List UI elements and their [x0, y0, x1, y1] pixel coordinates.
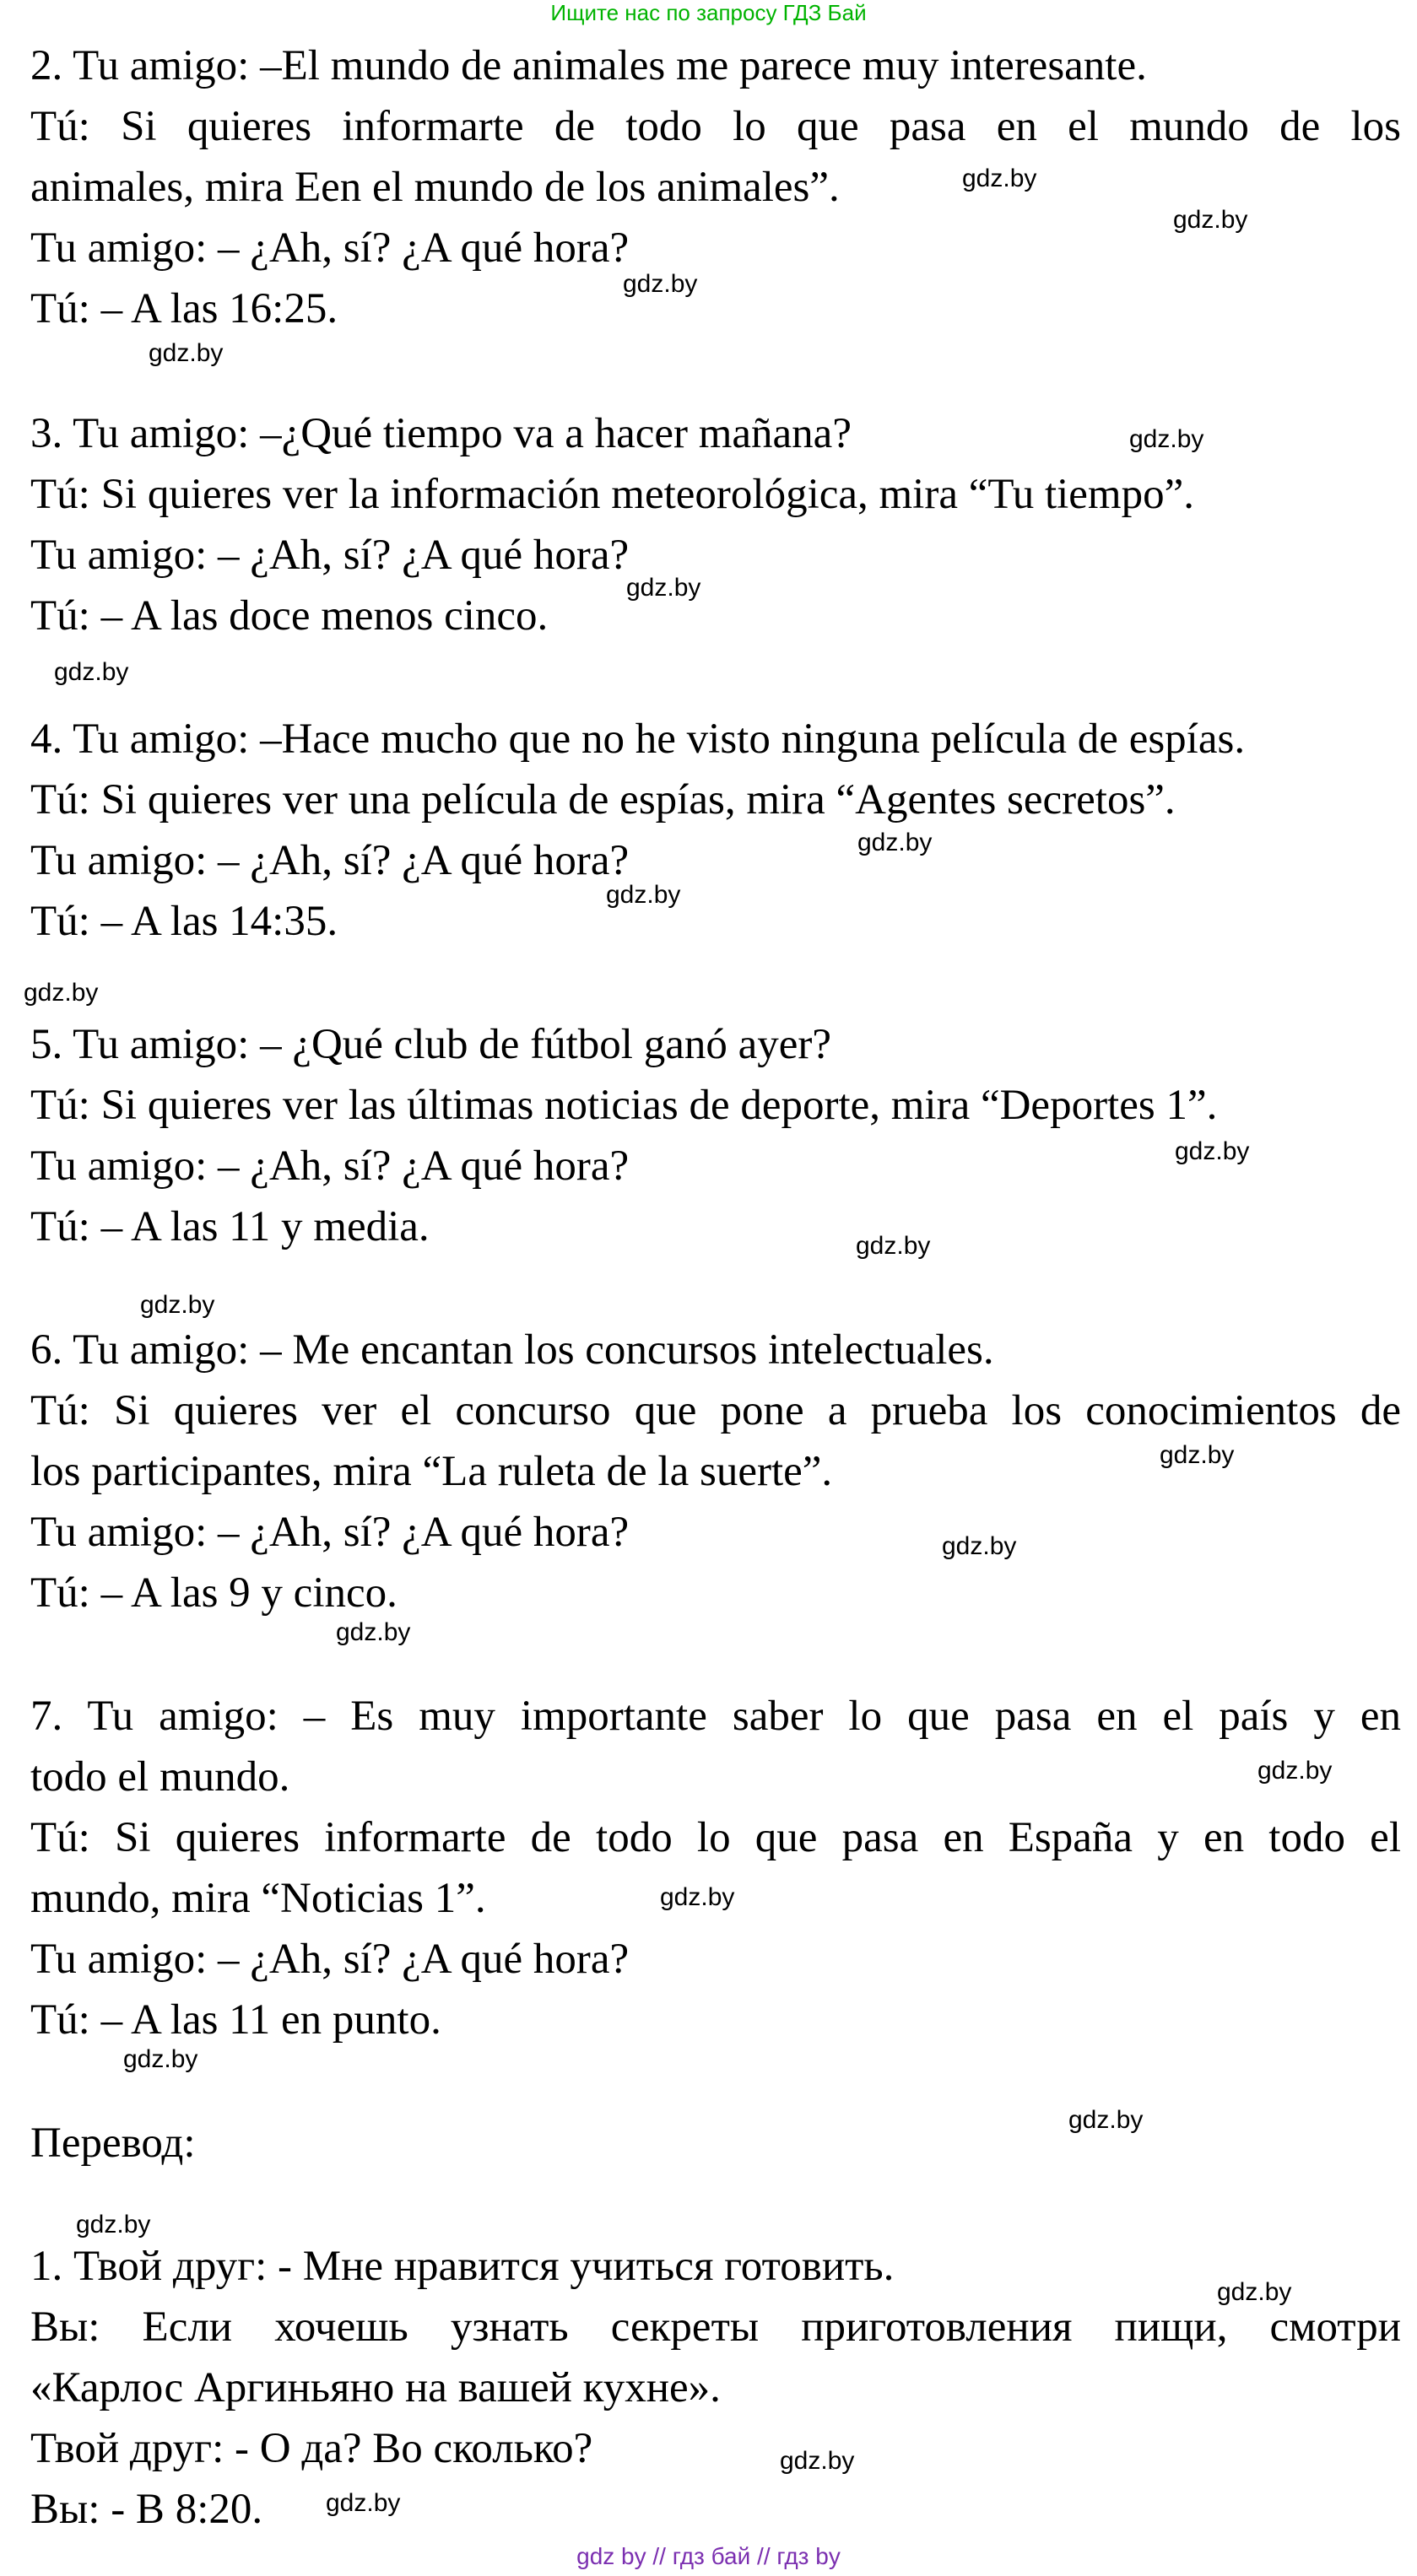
dialogue-line: Tú: Si quieres informarte de todo lo que pasa en el mundo de los — [30, 103, 1401, 150]
dialogue-line: Tú: Si quieres ver las últimas noticias de deporte, mira “Deportes 1”. — [30, 1082, 1218, 1129]
dialogue-line: Tú: Si quieres ver la información meteorológica, mira “Tu tiempo”. — [30, 471, 1194, 518]
header-banner: Ищите нас по запросу ГДЗ Бай — [550, 0, 867, 25]
translation-line: 1. Твой друг: - Мне нравится учиться готовить. — [30, 2243, 895, 2290]
watermark: gdz.by — [1068, 2106, 1144, 2134]
dialogue-line: Tú: Si quieres ver una película de espías, mira “Agentes secretos”. — [30, 776, 1176, 824]
dialogue-line: Tu amigo: – ¿Ah, sí? ¿A qué hora? — [30, 837, 630, 884]
watermark: gdz.by — [326, 2489, 401, 2517]
translation-line: Вы: Если хочешь узнать секреты приготовления пищи, смотри — [30, 2303, 1401, 2351]
watermark: gdz.by — [54, 658, 129, 686]
watermark: gdz.by — [623, 270, 698, 298]
watermark: gdz.by — [626, 574, 701, 602]
dialogue-line: Tú: Si quieres informarte de todo lo que pasa en España y en todo el — [30, 1814, 1401, 1861]
watermark: gdz.by — [336, 1618, 411, 1646]
dialogue-line: 4. Tu amigo: –Hace mucho que no he visto ninguna película de espías. — [30, 716, 1246, 763]
watermark: gdz.by — [24, 979, 99, 1007]
watermark: gdz.by — [1160, 1441, 1235, 1469]
dialogue-line: 6. Tu amigo: – Me encantan los concursos intelectuales. — [30, 1326, 994, 1374]
watermark: gdz.by — [1173, 206, 1248, 234]
translation-heading: Перевод: — [30, 2120, 196, 2167]
watermark: gdz.by — [149, 339, 224, 367]
watermark: gdz.by — [660, 1883, 735, 1911]
translation-line: Твой друг: - О да? Во сколько? — [30, 2425, 593, 2472]
dialogue-line: Tu amigo: – ¿Ah, sí? ¿A qué hora? — [30, 1142, 630, 1190]
watermark: gdz.by — [857, 829, 933, 856]
watermark: gdz.by — [76, 2211, 151, 2238]
watermark: gdz.by — [140, 1291, 215, 1319]
watermark: gdz.by — [1175, 1137, 1250, 1165]
dialogue-line: Tu amigo: – ¿Ah, sí? ¿A qué hora? — [30, 1509, 630, 1556]
dialogue-line: mundo, mira “Noticias 1”. — [30, 1875, 486, 1922]
dialogue-line: Tú: – A las 14:35. — [30, 898, 338, 945]
watermark: gdz.by — [1217, 2278, 1292, 2306]
dialogue-line: Tú: Si quieres ver el concurso que pone a prueba los conocimientos de — [30, 1387, 1401, 1434]
watermark: gdz.by — [606, 881, 681, 909]
watermark: gdz.by — [1129, 425, 1204, 453]
watermark: gdz.by — [856, 1232, 931, 1260]
dialogue-line: Tú: – A las 9 y cinco. — [30, 1569, 398, 1617]
watermark: gdz.by — [942, 1532, 1017, 1560]
dialogue-line: todo el mundo. — [30, 1753, 290, 1801]
dialogue-line: 5. Tu amigo: – ¿Qué club de fútbol ganó ayer? — [30, 1021, 831, 1068]
dialogue-line: 3. Tu amigo: –¿Qué tiempo va a hacer mañana? — [30, 410, 852, 457]
dialogue-line: Tu amigo: – ¿Ah, sí? ¿A qué hora? — [30, 532, 630, 579]
dialogue-line: Tu amigo: – ¿Ah, sí? ¿A qué hora? — [30, 224, 630, 272]
watermark: gdz.by — [780, 2447, 855, 2475]
dialogue-line: los participantes, mira “La ruleta de la suerte”. — [30, 1448, 833, 1495]
dialogue-line: 2. Tu amigo: –El mundo de animales me parece muy interesante. — [30, 42, 1147, 89]
watermark: gdz.by — [123, 2045, 198, 2073]
dialogue-line: Tú: – A las doce menos cinco. — [30, 592, 549, 640]
dialogue-line: Tú: – A las 11 y media. — [30, 1203, 430, 1250]
translation-line: Вы: - В 8:20. — [30, 2486, 263, 2533]
dialogue-line: 7. Tu amigo: – Es muy importante saber lo que pasa en el país y en — [30, 1693, 1401, 1740]
watermark: gdz.by — [962, 165, 1037, 192]
dialogue-line: Tu amigo: – ¿Ah, sí? ¿A qué hora? — [30, 1936, 630, 1983]
watermark: gdz.by — [1257, 1757, 1333, 1785]
dialogue-line: animales, mira Een el mundo de los animales”. — [30, 164, 840, 211]
translation-line: «Карлос Аргиньяно на вашей кухне». — [30, 2364, 721, 2411]
footer-banner: gdz by // гдз бай // гдз by — [576, 2543, 841, 2569]
dialogue-line: Tú: – A las 16:25. — [30, 285, 338, 332]
dialogue-line: Tú: – A las 11 en punto. — [30, 1996, 441, 2044]
